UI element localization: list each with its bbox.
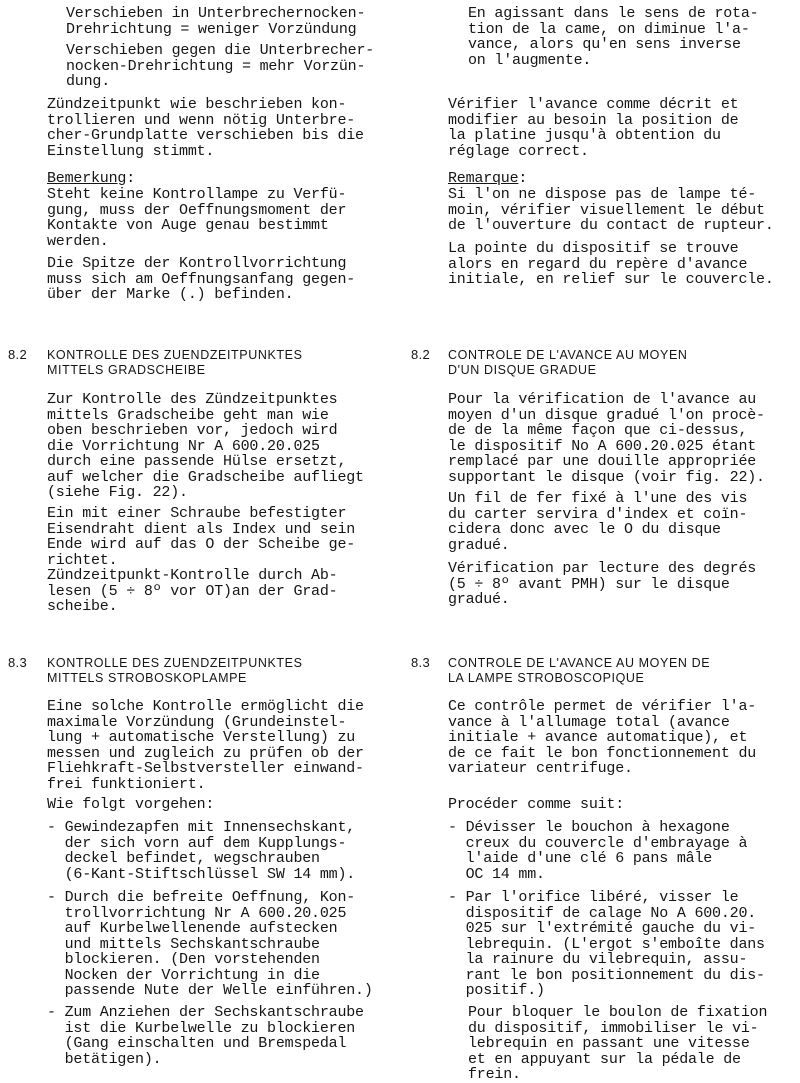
section-number-8-3-fr: 8.3 [411, 655, 430, 670]
section-title-8-3-fr: CONTROLE DE L'AVANCE AU MOYEN DE LA LAMPE STROBOSCOPIQUE [448, 656, 711, 685]
section-title-8-3-de: KONTROLLE DES ZUENDZEITPUNKTES MITTELS STROBOSKOPLAMPE [47, 656, 303, 685]
list-item-8-3-de-3: - Zum Anziehen der Sechskantschraube ist die Kurbelwelle zu blockieren (Gang einschalten und Bremspedal betätigen). [47, 1004, 364, 1068]
note-heading-colon: : [126, 170, 136, 187]
note-text-remarque: Si l'on ne dispose pas de lampe té- moin, vérifier visuellement le début de l'ouverture du contact de rupteur. [448, 186, 774, 234]
list-item-8-3-de-2: - Durch die befreite Oeffnung, Kon- trollvorrichtung Nr A 600.20.025 auf Kurbelwellenende aufstecken und mittels Sechskantschraube blockieren. (Den vorstehenden Nocken der Vorrichtung in die passende Nute der Welle einführen.) [47, 889, 373, 999]
section-title-8-2-fr: CONTROLE DE L'AVANCE AU MOYEN D'UN DISQUE GRADUE [448, 348, 688, 377]
paragraph-spitze: Die Spitze der Kontrollvorrichtung muss sich am Oeffnungsanfang gegen- über der Marke (.) befinden. [47, 255, 356, 303]
paragraph-8-2-de-2: Ein mit einer Schraube befestigter Eisendraht dient als Index und sein Ende wird auf das O der Scheibe ge- richtet. Zündzeitpunkt-Kontrolle durch Ab- lesen (5 ÷ 8º vor OT)an der Grad- scheibe. [47, 505, 356, 615]
section-number-8-3-de: 8.3 [8, 655, 27, 670]
paragraph-8-3-fr-1: Ce contrôle permet de vérifier l'a- vance à l'allumage total (avance initiale + avance automatique), et de ce fait le bon fonctionnement du variateur centrifuge. [448, 698, 757, 777]
note-text-bemerkung: Steht keine Kontrollampe zu Verfü- gung, muss der Oeffnungsmoment der Kontakte von Auge genau bestimmt werden. [47, 186, 347, 250]
note-heading-remarque [448, 171, 527, 187]
paragraph-8-2-fr-1: Pour la vérification de l'avance au moyen d'un disque gradué l'on procè- de de la même façon que ci-dessus, le dispositif No A 600.20.025 étant remplacé par une douille appropriée supportant le disque (voir fig. 22). [448, 391, 765, 486]
section-number-8-2-de: 8.2 [8, 347, 27, 362]
note-heading-colon: : [518, 170, 528, 187]
paragraph-8-3-fr-3: Pour bloquer le boulon de fixation du dispositif, immobiliser le vi- lebrequin en passant une vitesse et en appuyant sur la pédale de frein. [468, 1004, 768, 1083]
paragraph-zuendzeitpunkt: Zündzeitpunkt wie beschrieben kon- trollieren und wenn nötig Unterbre- cher-Grundplatte verschieben bis die Einstellung stimmt. [47, 96, 364, 160]
paragraph-8-3-fr-2: Procéder comme suit: [448, 796, 625, 813]
section-title-8-2-de: KONTROLLE DES ZUENDZEITPUNKTES MITTELS GRADSCHEIBE [47, 348, 303, 377]
paragraph-8-2-de-1: Zur Kontrolle des Zündzeitpunktes mittels Gradscheibe geht man wie oben beschrieben vor, jedoch wird die Vorrichtung Nr A 600.20.025 durch eine passende Hülse ersetzt, auf welcher die Gradscheibe aufliegt (siehe Fig. 22). [47, 391, 364, 501]
section-number-8-2-fr: 8.2 [411, 347, 430, 362]
paragraph-8-3-de-1: Eine solche Kontrolle ermöglicht die maximale Vorzündung (Grundeinstel- lung + automatische Verstellung) zu messen und zugleich zu prüfen ob der Fliehkraft-Selbstversteller einwand- frei funktioniert. [47, 698, 364, 793]
note-heading-text: Remarque [448, 170, 519, 187]
paragraph-verschieben-2: Verschieben gegen die Unterbrecher- nocken-Drehrichtung = mehr Vorzün- dung. [66, 42, 375, 90]
note-heading-bemerkung [47, 171, 135, 187]
paragraph-verschieben-1: Verschieben in Unterbrechernocken- Drehrichtung = weniger Vorzündung [66, 5, 366, 38]
paragraph-8-3-de-2: Wie folgt vorgehen: [47, 796, 215, 813]
paragraph-8-2-fr-2: Un fil de fer fixé à l'une des vis du carter servira d'index et coïn- cidera donc avec le O du disque gradué. [448, 490, 748, 554]
paragraph-verifier: Vérifier l'avance comme décrit et modifier au besoin la position de la platine jusqu'à obtention du réglage correct. [448, 96, 739, 160]
paragraph-8-2-fr-3: Vérification par lecture des degrés (5 ÷ 8º avant PMH) sur le disque gradué. [448, 560, 757, 608]
list-item-8-3-fr-2: - Par l'orifice libéré, visser le dispositif de calage No A 600.20. 025 sur l'extrémité gauche du vi- lebrequin. (L'ergot s'emboîte dans la rainure du vilebrequin, assu- rant le bon positionnement du dis- positif.) [448, 889, 765, 999]
paragraph-agissant: En agissant dans le sens de rota- tion de la came, on diminue l'a- vance, alors qu'en sens inverse on l'augmente. [468, 5, 759, 69]
list-item-8-3-de-1: - Gewindezapfen mit Innensechskant, der sich vorn auf dem Kupplungs- deckel befindet, wegschrauben (6-Kant-Stiftschlüssel SW 14 mm). [47, 819, 356, 883]
paragraph-pointe: La pointe du dispositif se trouve alors en regard du repère d'avance initiale, en relief sur le couvercle. [448, 240, 774, 288]
list-item-8-3-fr-1: - Dévisser le bouchon à hexagone creux du couvercle d'embrayage à l'aide d'une clé 6 pans mâle OC 14 mm. [448, 819, 748, 883]
note-heading-text: Bemerkung [47, 170, 127, 187]
